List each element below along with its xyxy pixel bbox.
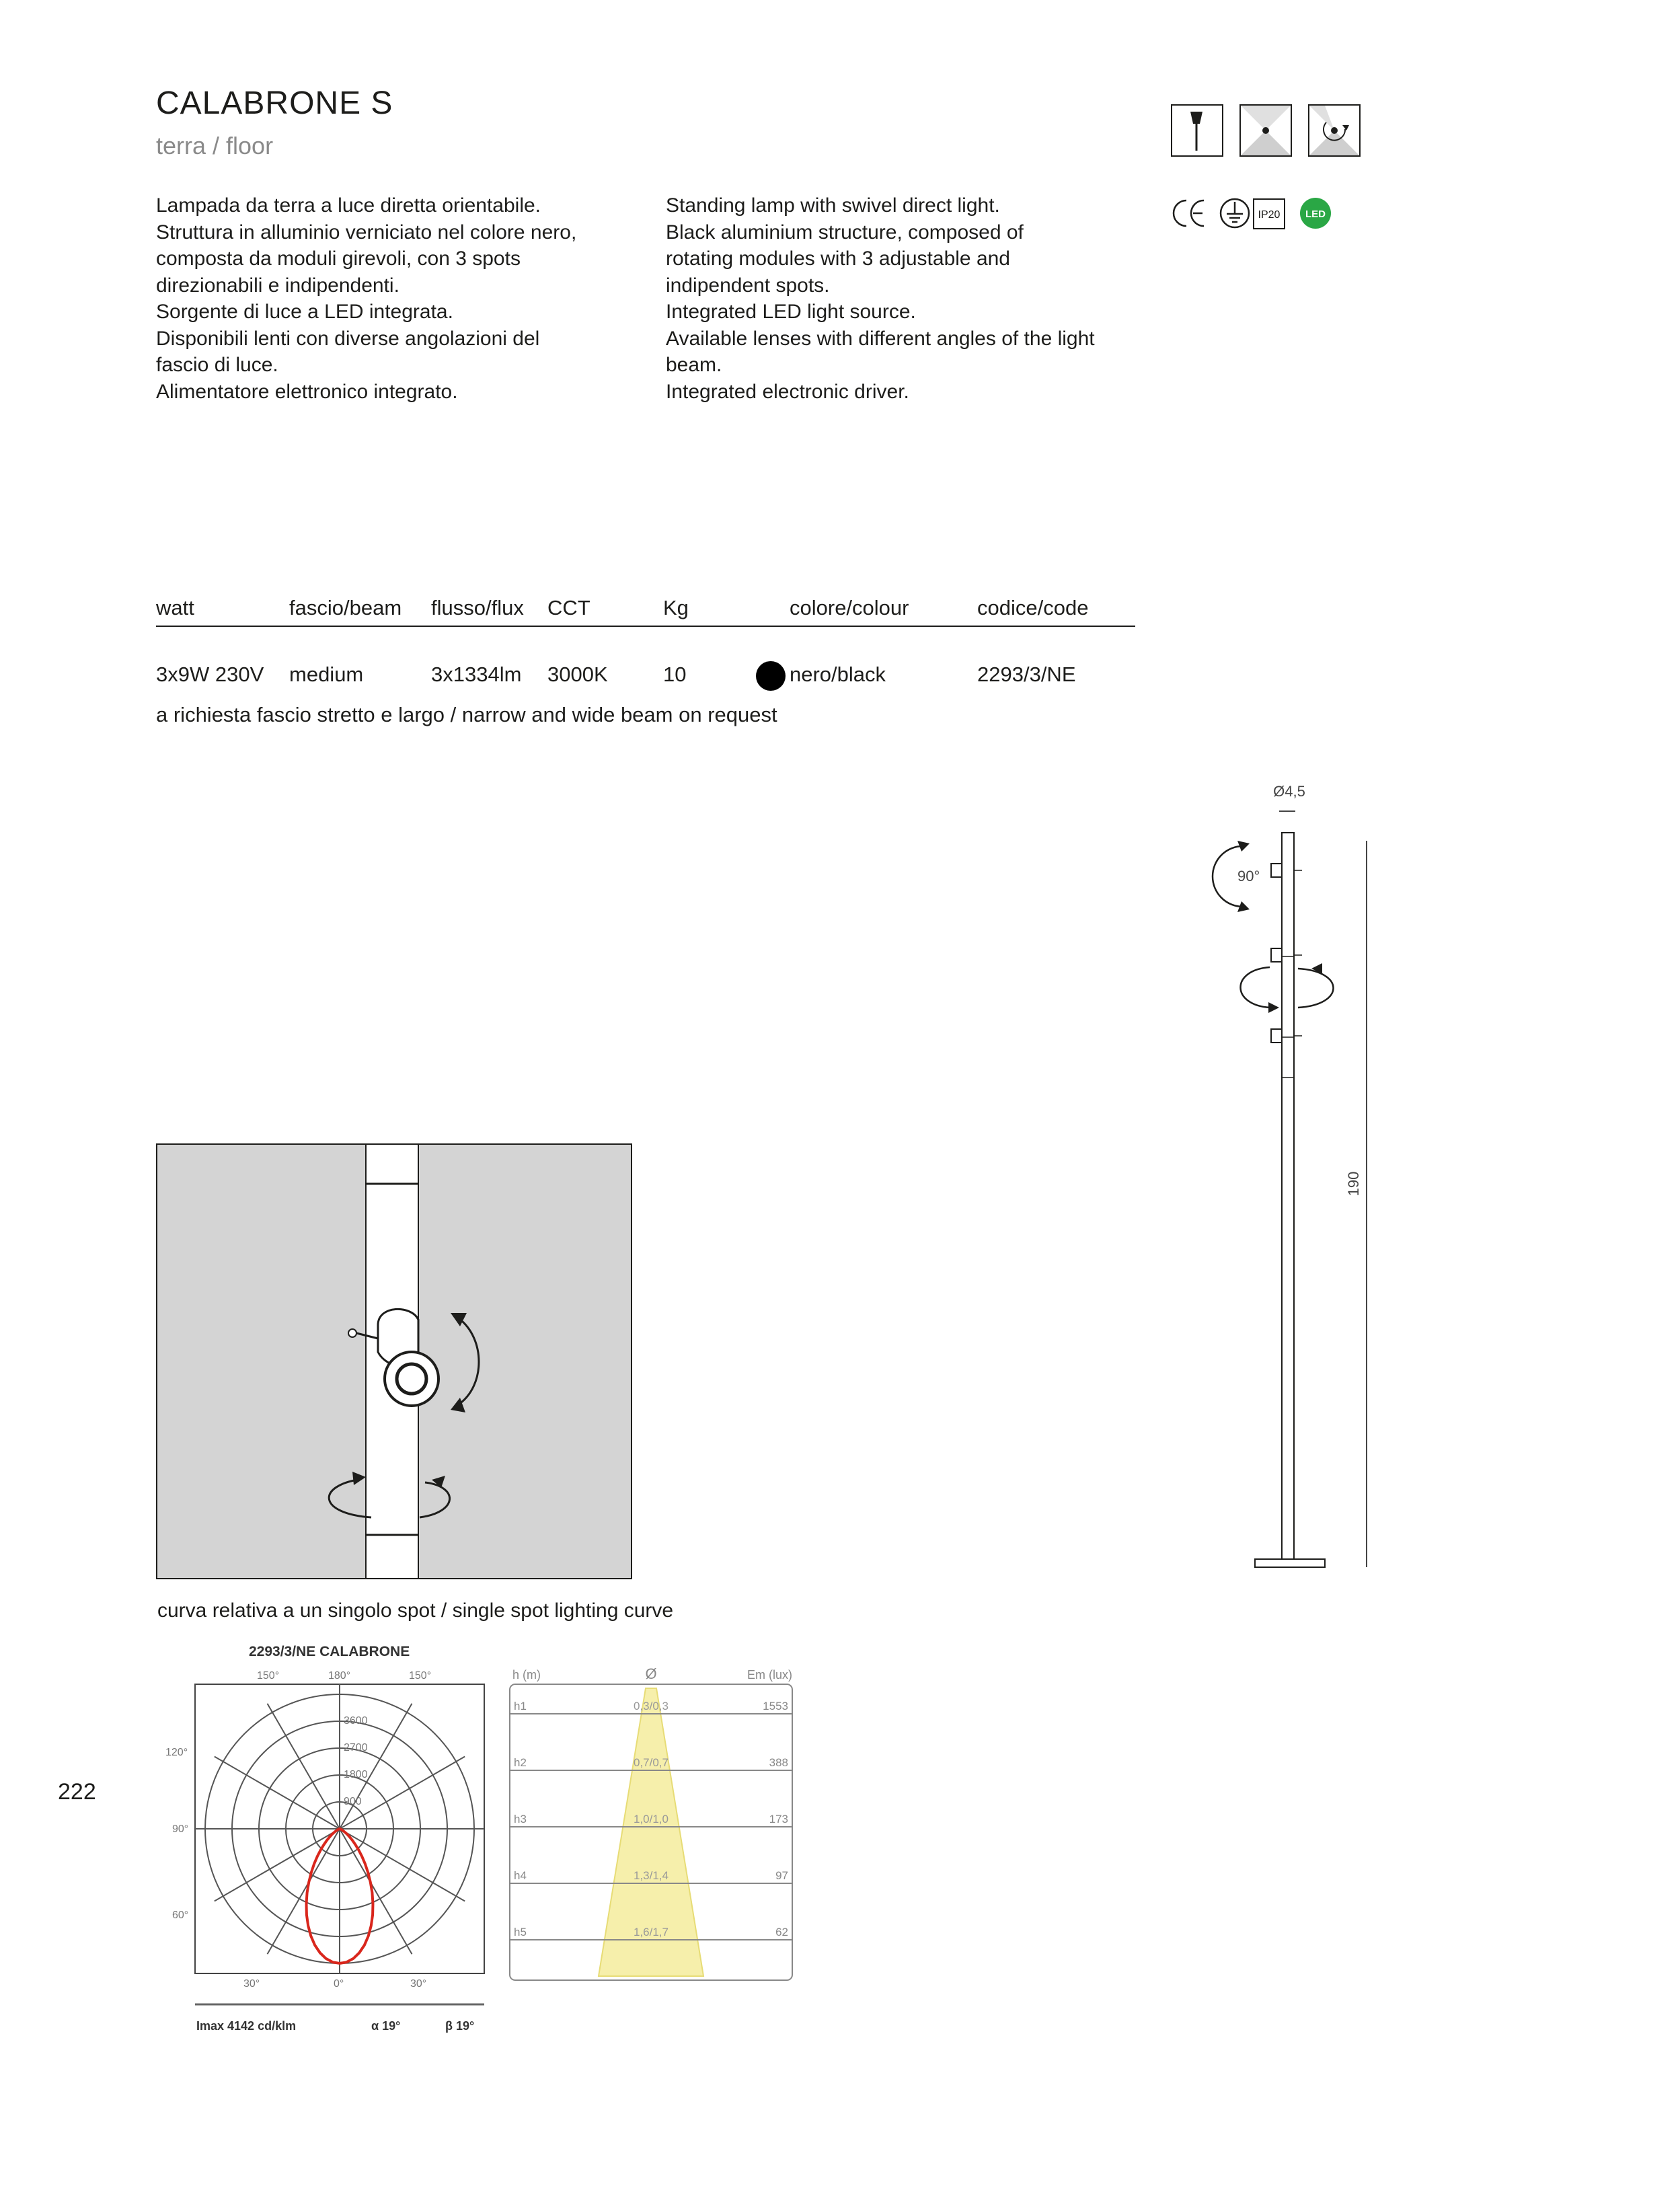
adjustable-light-icon xyxy=(1309,105,1360,156)
cell-watt: 3x9W 230V xyxy=(156,663,264,686)
row-h: h3 xyxy=(514,1813,527,1825)
imax-label: Imax 4142 cd/klm xyxy=(196,2019,297,2033)
col-header-cct: CCT xyxy=(547,596,590,619)
row-em: 173 xyxy=(769,1813,788,1825)
cone-header-em: Em (lux) xyxy=(747,1668,792,1682)
illuminance-cone-chart xyxy=(507,1661,796,1983)
row-h: h5 xyxy=(514,1926,527,1938)
angle-label: 30° xyxy=(243,1978,260,1990)
angle-label: 120° xyxy=(165,1747,188,1758)
cell-flux: 3x1334lm xyxy=(431,663,522,686)
radial-tick-label: 900 xyxy=(344,1796,362,1807)
row-em: 62 xyxy=(775,1926,788,1938)
technical-drawing xyxy=(1190,774,1392,1574)
rotation-label: 90° xyxy=(1237,868,1260,884)
angle-label: 150° xyxy=(257,1670,280,1682)
description-english xyxy=(666,192,1163,405)
desc-it-line: Lampada da terra a luce diretta orientabile. xyxy=(156,194,541,217)
desc-en-line: beam. xyxy=(666,354,722,376)
ce-mark-icon xyxy=(1174,200,1204,226)
col-header-colour: colore/colour xyxy=(790,596,909,619)
desc-en-line: indipendent spots. xyxy=(666,274,830,297)
alpha-label: α 19° xyxy=(371,2019,401,2033)
row-d: 1,0/1,0 xyxy=(634,1813,669,1825)
desc-it-line: direzionabili e indipendenti. xyxy=(156,274,399,297)
certification-icons xyxy=(1170,194,1372,234)
angle-label: 60° xyxy=(172,1910,189,1921)
row-d: 1,3/1,4 xyxy=(634,1869,669,1882)
row-d: 0,3/0,3 xyxy=(634,1700,669,1712)
angle-label: 150° xyxy=(409,1670,432,1682)
table-header-rule xyxy=(156,626,1135,627)
polar-chart xyxy=(165,1637,498,2041)
swivel-arrow-left-icon xyxy=(1241,967,1270,1008)
beta-label: β 19° xyxy=(445,2019,475,2033)
spot-module xyxy=(1271,864,1282,877)
desc-en-line: Available lenses with different angles of the light xyxy=(666,327,1095,350)
desc-en-line: Integrated LED light source. xyxy=(666,301,916,323)
row-h: h4 xyxy=(514,1869,527,1882)
floor-lamp-icon xyxy=(1172,105,1223,156)
row-d: 0,7/0,7 xyxy=(634,1756,669,1769)
page-number: 222 xyxy=(58,1779,96,1805)
desc-it-line: Disponibili lenti con diverse angolazioni del xyxy=(156,327,540,350)
ip-rating-label: IP20 xyxy=(1258,209,1281,221)
desc-en-line: Standing lamp with swivel direct light. xyxy=(666,194,1000,217)
symbol-icons xyxy=(1170,102,1365,159)
desc-en-line: rotating modules with 3 adjustable and xyxy=(666,248,1010,270)
lamp-base xyxy=(1255,1559,1325,1567)
desc-it-line: Alimentatore elettronico integrato. xyxy=(156,380,458,403)
row-h: h1 xyxy=(514,1700,527,1712)
col-header-code: codice/code xyxy=(977,596,1089,619)
col-header-kg: Kg xyxy=(663,596,689,619)
angle-label: 90° xyxy=(172,1823,189,1835)
col-header-flux: flusso/flux xyxy=(431,596,524,619)
desc-it-line: Sorgente di luce a LED integrata. xyxy=(156,301,453,323)
desc-en-line: Integrated electronic driver. xyxy=(666,380,909,403)
cone-header-h: h (m) xyxy=(512,1668,541,1682)
earth-ground-icon xyxy=(1221,199,1249,227)
row-d: 1,6/1,7 xyxy=(634,1926,669,1938)
cell-cct: 3000K xyxy=(547,663,608,686)
desc-it-line: fascio di luce. xyxy=(156,354,278,376)
row-em: 388 xyxy=(769,1756,788,1769)
col-header-watt: watt xyxy=(156,596,194,619)
desc-en-line: Black aluminium structure, composed of xyxy=(666,221,1024,243)
cell-code: 2293/3/NE xyxy=(977,663,1076,686)
cell-colour: nero/black xyxy=(790,663,886,686)
curve-caption: curva relativa a un singolo spot / single spot lighting curve xyxy=(157,1599,674,1622)
swivel-arrow-right-icon xyxy=(1298,969,1334,1008)
led-label: LED xyxy=(1305,209,1326,220)
pole-outline xyxy=(1282,833,1294,1560)
angle-label: 180° xyxy=(328,1670,351,1682)
spot-module xyxy=(1271,948,1282,962)
radial-tick-label: 1800 xyxy=(344,1769,368,1780)
spot-module xyxy=(1271,1029,1282,1043)
polar-title: 2293/3/NE CALABRONE xyxy=(249,1644,410,1659)
desc-it-line: Struttura in alluminio verniciato nel colore nero, xyxy=(156,221,577,243)
height-label: 190 xyxy=(1345,1171,1362,1197)
cell-kg: 10 xyxy=(663,663,687,686)
desc-it-line: composta da moduli girevoli, con 3 spots xyxy=(156,248,521,270)
beam-note: a richiesta fascio stretto e largo / narrow and wide beam on request xyxy=(156,703,777,726)
product-title: CALABRONE S xyxy=(156,85,393,121)
direct-light-icon xyxy=(1240,105,1291,156)
angle-label: 0° xyxy=(334,1978,344,1990)
cone-header-diameter: Ø xyxy=(645,1665,657,1682)
row-h: h2 xyxy=(514,1756,527,1769)
cell-beam: medium xyxy=(289,663,364,686)
radial-tick-label: 2700 xyxy=(344,1742,368,1753)
diameter-label: Ø4,5 xyxy=(1273,783,1305,800)
colour-swatch xyxy=(756,661,786,691)
col-header-beam: fascio/beam xyxy=(289,596,402,619)
product-subtitle: terra / floor xyxy=(156,132,274,159)
radial-tick-label: 3600 xyxy=(344,1715,368,1727)
description-italian xyxy=(156,192,654,405)
row-em: 97 xyxy=(775,1869,788,1882)
detail-illustration xyxy=(156,1143,634,1581)
row-em: 1553 xyxy=(763,1700,788,1712)
angle-label: 30° xyxy=(410,1978,427,1990)
